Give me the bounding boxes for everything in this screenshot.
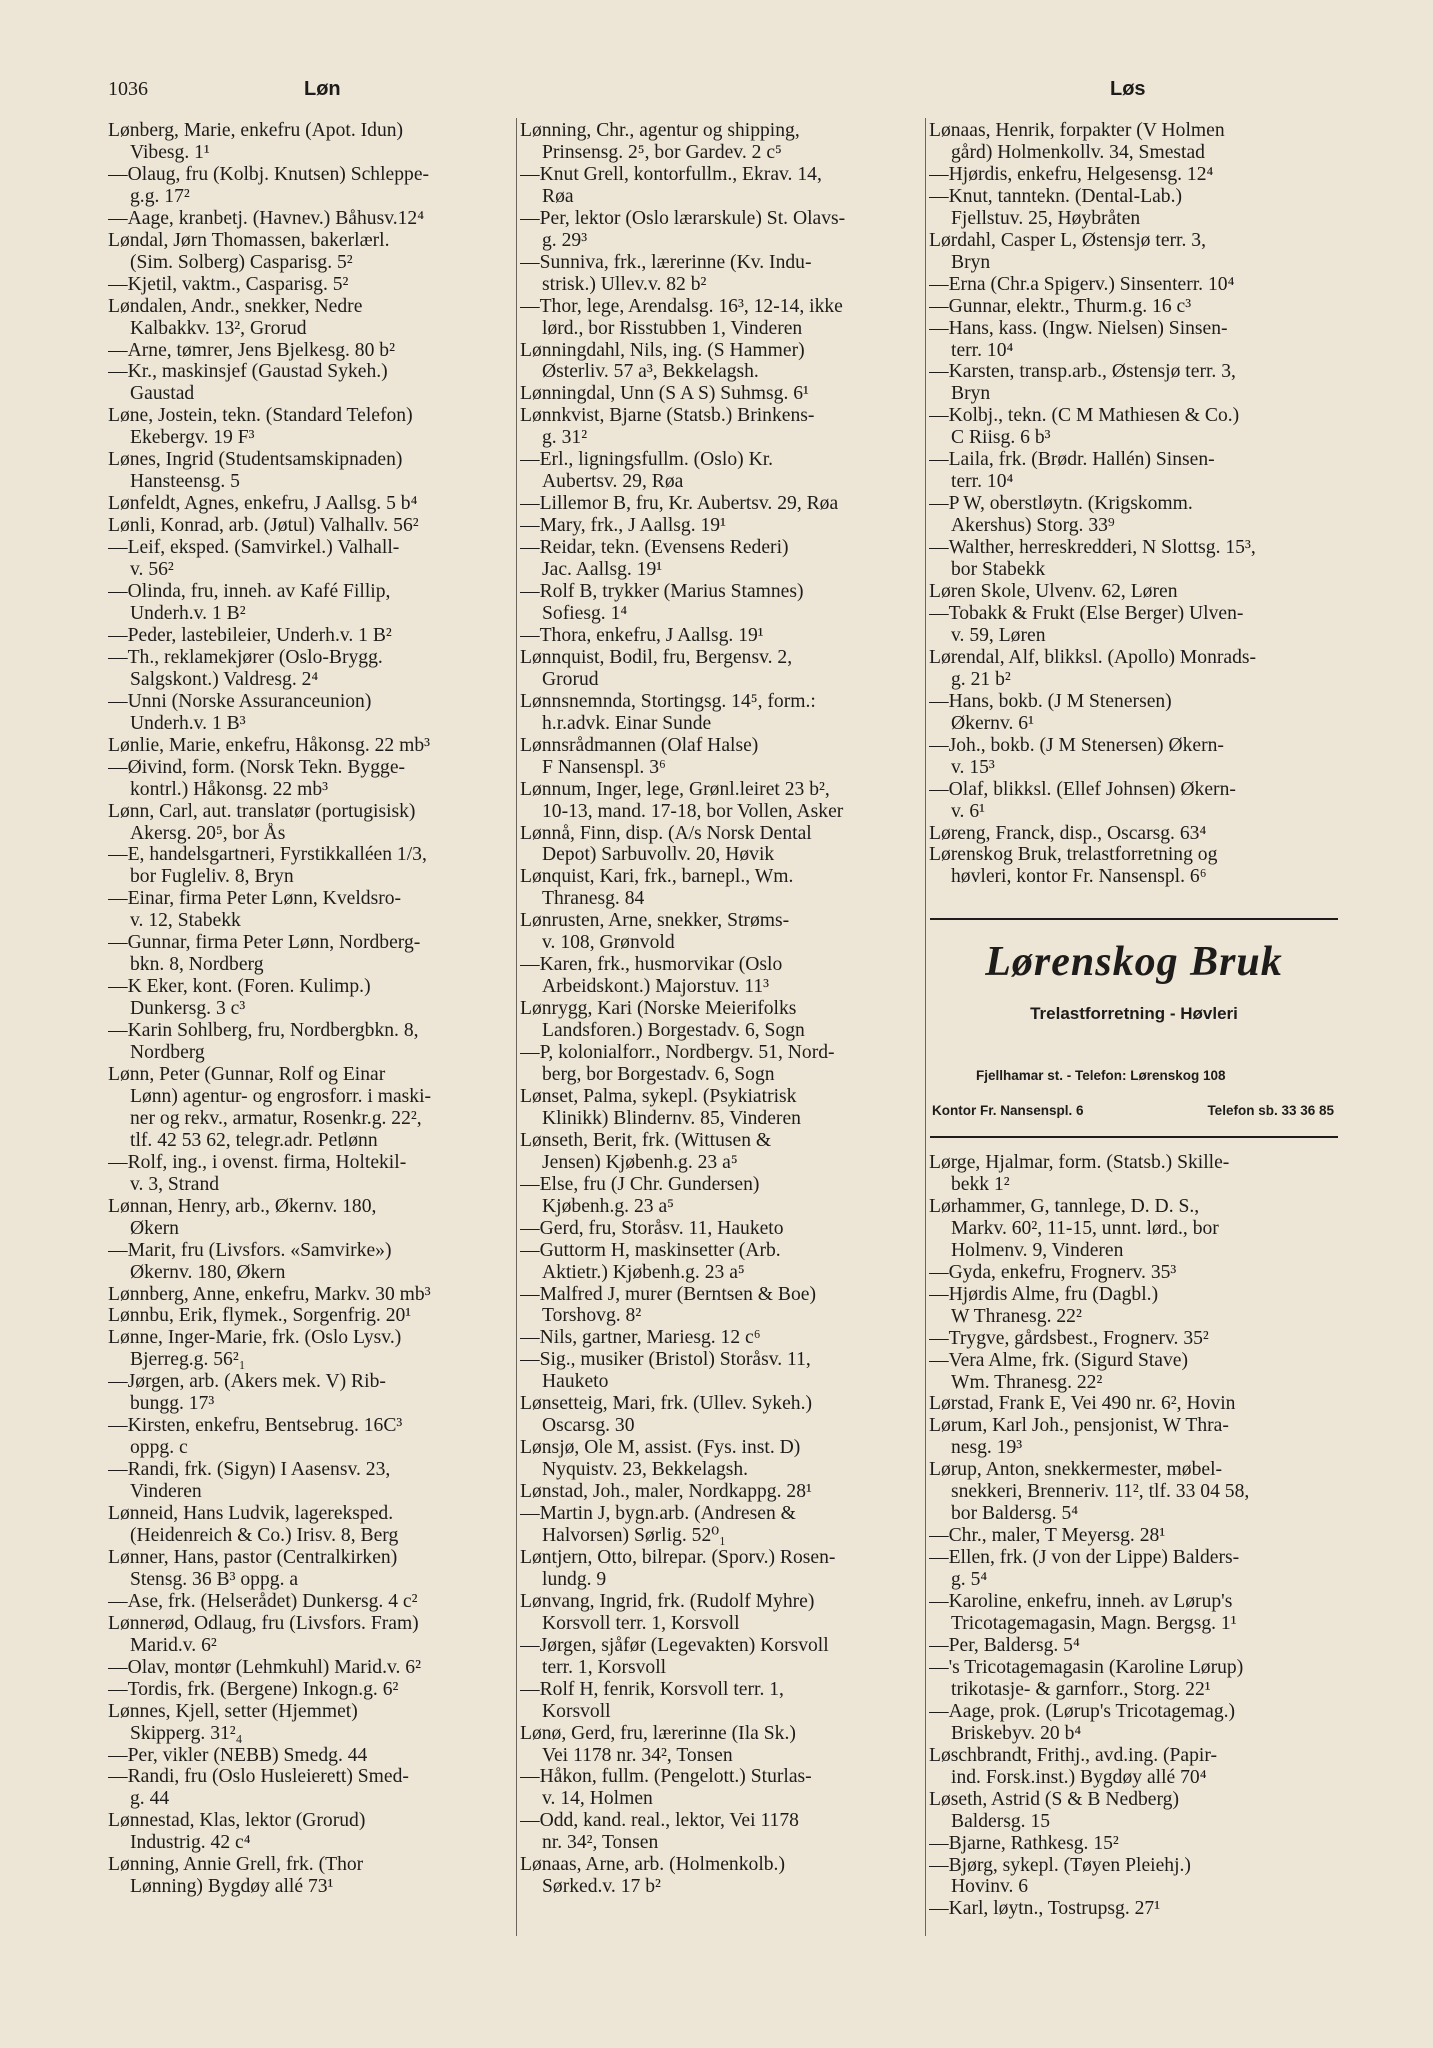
directory-line: Halvorsen) Sørlig. 52⁰₁ xyxy=(542,1525,726,1546)
directory-line: g. 29³ xyxy=(542,229,588,251)
directory-line: Løndalen, Andr., snekker, Nedre xyxy=(108,295,363,317)
directory-line: Lønsjø, Ole M, assist. (Fys. inst. D) xyxy=(520,1437,801,1459)
directory-line: F Nansenspl. 3⁶ xyxy=(542,756,666,778)
directory-line: —Chr., maler, T Meyersg. 28¹ xyxy=(929,1525,1166,1547)
directory-line: Lørendal, Alf, blikksl. (Apollo) Monrads- xyxy=(929,646,1257,668)
directory-line: Tricotagemagasin, Magn. Bergsg. 1¹ xyxy=(951,1613,1237,1635)
directory-line: Lønseth, Berit, frk. (Wittusen & xyxy=(520,1129,772,1151)
directory-line: Lønneid, Hans Ludvik, lagereksped. xyxy=(108,1503,394,1525)
directory-line: Industrig. 42 c⁴ xyxy=(130,1832,251,1854)
directory-line: v. 56² xyxy=(130,559,174,581)
directory-line: Lønes, Ingrid (Studentsamskipnaden) xyxy=(108,449,403,471)
directory-line: terr. 1, Korsvoll xyxy=(542,1656,667,1678)
running-head-left: Løn xyxy=(304,78,341,100)
directory-line: —Laila, frk. (Brødr. Hallén) Sinsen- xyxy=(929,449,1215,471)
directory-line: v. 15³ xyxy=(951,756,995,778)
directory-line: Jensen) Kjøbenh.g. 23 a⁵ xyxy=(542,1151,738,1173)
advertisement-box xyxy=(930,918,1338,1140)
directory-line: Lønnberg, Anne, enkefru, Markv. 30 mb³ xyxy=(108,1283,431,1305)
directory-line: —Olaug, fru (Kolbj. Knutsen) Schleppe- xyxy=(108,163,430,185)
directory-line: W Thranesg. 22² xyxy=(951,1305,1082,1327)
directory-line: —Per, vikler (NEBB) Smedg. 44 xyxy=(108,1744,368,1766)
directory-line: Markv. 60², 11-15, unnt. lørd., bor xyxy=(951,1217,1219,1239)
directory-line: Jac. Aallsg. 19¹ xyxy=(542,559,663,581)
directory-line: Løntjern, Otto, bilrepar. (Sporv.) Rosen- xyxy=(520,1546,836,1568)
directory-line: Akershus) Storg. 33⁹ xyxy=(951,515,1115,537)
directory-line: gård) Holmenkollv. 34, Smestad xyxy=(951,141,1205,163)
directory-line: —Aage, prok. (Lørup's Tricotagemag.) xyxy=(929,1700,1236,1722)
directory-line: —Øivind, form. (Norsk Tekn. Bygge- xyxy=(108,756,406,778)
directory-line: Klinikk) Blindernv. 85, Vinderen xyxy=(542,1107,801,1129)
directory-line: terr. 10⁴ xyxy=(951,471,1014,493)
directory-column-1 xyxy=(108,120,513,1898)
directory-line: —Marit, fru (Livsfors. «Samvirke») xyxy=(108,1239,392,1261)
directory-line: Underh.v. 1 B² xyxy=(130,602,246,624)
directory-line: —Hans, bokb. (J M Stenersen) xyxy=(929,690,1172,712)
ad-company-name: Lørenskog Bruk xyxy=(985,939,1283,985)
directory-line: ind. Forsk.inst.) Bygdøy allé 70⁴ xyxy=(951,1766,1207,1788)
directory-line: Nyquistv. 23, Bekkelagsh. xyxy=(542,1459,749,1481)
directory-line: Lønli, Konrad, arb. (Jøtul) Valhallv. 56² xyxy=(108,515,419,537)
directory-line: Løseth, Astrid (S & B Nedberg) xyxy=(929,1788,1179,1810)
directory-line: Røa xyxy=(542,185,574,207)
directory-line: Baldersg. 15 xyxy=(951,1810,1051,1832)
directory-line: tlf. 42 53 62, telegr.adr. Petlønn xyxy=(130,1129,378,1151)
directory-line: —Thor, lege, Arendalsg. 16³, 12-14, ikke xyxy=(520,295,843,317)
directory-line: ner og rekv., armatur, Rosenkr.g. 22², xyxy=(130,1107,422,1129)
directory-line: —K Eker, kont. (Foren. Kulimp.) xyxy=(108,976,371,998)
directory-line: Dunkersg. 3 c³ xyxy=(130,998,246,1020)
directory-line: g.g. 17² xyxy=(130,185,190,207)
directory-line: Lønlie, Marie, enkefru, Håkonsg. 22 mb³ xyxy=(108,734,431,756)
directory-line: (Heidenreich & Co.) Irisv. 8, Berg xyxy=(130,1525,399,1546)
directory-line: Hovinv. 6 xyxy=(951,1876,1029,1898)
directory-line: —Reidar, tekn. (Evensens Rederi) xyxy=(520,537,789,559)
directory-line: —Jørgen, sjåfør (Legevakten) Korsvoll xyxy=(520,1634,829,1656)
directory-line: Lønrygg, Kari (Norske Meierifolks xyxy=(520,998,797,1020)
directory-line: Lønning, Chr., agentur og shipping, xyxy=(520,120,800,141)
directory-line: —Ase, frk. (Helserådet) Dunkersg. 4 c² xyxy=(108,1590,418,1612)
directory-line: —Erna (Chr.a Spigerv.) Sinsenterr. 10⁴ xyxy=(929,273,1235,295)
directory-line: Lønne, Inger-Marie, frk. (Oslo Lysv.) xyxy=(108,1327,402,1349)
directory-line: —Leif, eksped. (Samvirkel.) Valhall- xyxy=(108,537,400,559)
directory-line: —Karl, løytn., Tostrupsg. 27¹ xyxy=(929,1898,1161,1920)
directory-line: —Kjetil, vaktm., Casparisg. 5² xyxy=(108,273,349,295)
directory-line: Lønset, Palma, sykepl. (Psykiatrisk xyxy=(520,1085,797,1107)
directory-line: Lønquist, Kari, frk., barnepl., Wm. xyxy=(520,866,794,888)
directory-line: Marid.v. 6² xyxy=(130,1634,217,1656)
directory-line: Hansteensg. 5 xyxy=(130,471,240,493)
directory-line: Lønfeldt, Agnes, enkefru, J Aallsg. 5 b⁴ xyxy=(108,493,418,515)
directory-line: —Arne, tømrer, Jens Bjelkesg. 80 b² xyxy=(108,339,395,361)
directory-line: —Joh., bokb. (J M Stenersen) Økern- xyxy=(929,734,1224,756)
directory-line: Aubertsv. 29, Røa xyxy=(542,471,684,493)
directory-line: Skipperg. 31²₄ xyxy=(130,1722,243,1744)
directory-line: Økernv. 180, Økern xyxy=(130,1261,286,1283)
directory-line: kontrl.) Håkonsg. 22 mb³ xyxy=(130,778,328,800)
ad-office-line: Kontor Fr. Nansenspl. 6 xyxy=(932,1103,1084,1118)
directory-line: Lørstad, Frank E, Vei 490 nr. 6², Hovin xyxy=(929,1393,1236,1415)
directory-line: —Martin J, bygn.arb. (Andresen & xyxy=(520,1503,796,1525)
directory-line: —Gerd, fru, Storåsv. 11, Hauketo xyxy=(520,1217,784,1239)
directory-line: v. 12, Stabekk xyxy=(130,910,241,932)
directory-line: —Jørgen, arb. (Akers mek. V) Rib- xyxy=(108,1371,386,1393)
directory-line: —Randi, fru (Oslo Husleierett) Smed- xyxy=(108,1766,409,1788)
directory-line: Gaustad xyxy=(130,383,195,405)
directory-line: —Einar, firma Peter Lønn, Kveldsro- xyxy=(108,888,402,910)
directory-line: —Sig., musiker (Bristol) Storåsv. 11, xyxy=(520,1349,811,1371)
directory-line: Nordberg xyxy=(130,1042,205,1064)
directory-line: g. 44 xyxy=(130,1788,170,1810)
directory-line: Oscarsg. 30 xyxy=(542,1415,635,1437)
directory-line: bor Stabekk xyxy=(951,559,1046,581)
directory-line: —Odd, kand. real., lektor, Vei 1178 xyxy=(520,1810,799,1832)
directory-line: g. 31² xyxy=(542,427,588,449)
directory-line: Stensg. 36 B³ oppg. a xyxy=(130,1568,299,1590)
directory-line: —Karin Sohlberg, fru, Nordbergbkn. 8, xyxy=(108,1020,419,1042)
directory-line: —Trygve, gårdsbest., Frognerv. 35² xyxy=(929,1327,1209,1349)
directory-line: —Kr., maskinsjef (Gaustad Sykeh.) xyxy=(108,361,388,383)
directory-line: —Olinda, fru, inneh. av Kafé Fillip, xyxy=(108,581,391,603)
directory-line: Korsvoll xyxy=(542,1700,611,1722)
directory-line: Lønnsrådmannen (Olaf Halse) xyxy=(520,734,759,756)
directory-line: Wm. Thranesg. 22² xyxy=(951,1371,1103,1393)
directory-line: —Tobakk & Frukt (Else Berger) Ulven- xyxy=(929,602,1244,624)
directory-line: —Hans, kass. (Ingw. Nielsen) Sinsen- xyxy=(929,317,1228,339)
directory-line: Briskebyv. 20 b⁴ xyxy=(951,1722,1082,1744)
directory-line: Grorud xyxy=(542,668,599,690)
directory-line: Kjøbenh.g. 23 a⁵ xyxy=(542,1195,674,1217)
running-head-right: Løs xyxy=(1110,78,1146,100)
directory-line: terr. 10⁴ xyxy=(951,339,1014,361)
directory-line: —'s Tricotagemagasin (Karoline Lørup) xyxy=(929,1656,1244,1678)
directory-line: —Ellen, frk. (J von der Lippe) Balders- xyxy=(929,1547,1240,1569)
directory-line: —E, handelsgartneri, Fyrstikkalléen 1/3, xyxy=(108,844,427,866)
directory-line: —Rolf H, fenrik, Korsvoll terr. 1, xyxy=(520,1678,784,1700)
directory-line: Lørdahl, Casper L, Østensjø terr. 3, xyxy=(929,229,1206,251)
ad-phone-line: Fjellhamar st. - Telefon: Lørenskog 108 xyxy=(976,1068,1226,1083)
ad-office-phone: Telefon sb. 33 36 85 xyxy=(1207,1103,1334,1118)
directory-line: Salgskont.) Valdresg. 2⁴ xyxy=(130,668,319,690)
directory-line: Lønsetteig, Mari, frk. (Ullev. Sykeh.) xyxy=(520,1393,813,1415)
ad-subtitle: Trelastforretning - Høvleri xyxy=(1030,1004,1238,1023)
directory-line: Økern xyxy=(130,1217,179,1239)
directory-line: v. 14, Holmen xyxy=(542,1788,653,1810)
directory-line: C Riisg. 6 b³ xyxy=(951,427,1051,449)
directory-line: bekk 1² xyxy=(951,1173,1010,1195)
directory-line: Lønnkvist, Bjarne (Statsb.) Brinkens- xyxy=(520,405,815,427)
directory-line: Sofiesg. 1⁴ xyxy=(542,602,628,624)
directory-line: —P W, oberstløytn. (Krigskomm. xyxy=(929,493,1193,515)
directory-line: Løschbrandt, Frithj., avd.ing. (Papir- xyxy=(929,1744,1218,1766)
directory-line: Lønn) agentur- og engrosforr. i maski- xyxy=(130,1085,432,1107)
directory-line: Lørenskog Bruk, trelastforretning og xyxy=(929,844,1218,866)
directory-line: —Randi, frk. (Sigyn) I Aasensv. 23, xyxy=(108,1459,391,1481)
directory-line: —Bjørg, sykepl. (Tøyen Pleiehj.) xyxy=(929,1854,1191,1876)
directory-line: —Sunniva, frk., lærerinne (Kv. Indu- xyxy=(520,251,812,273)
directory-line: Vinderen xyxy=(130,1481,202,1503)
directory-line: —Tordis, frk. (Bergene) Inkogn.g. 6² xyxy=(108,1678,399,1700)
directory-line: Lønnum, Inger, lege, Grønl.leiret 23 b², xyxy=(520,778,830,800)
directory-line: v. 108, Grønvold xyxy=(542,932,675,954)
page-number: 1036 xyxy=(108,78,148,100)
directory-line: Lønner, Hans, pastor (Centralkirken) xyxy=(108,1546,398,1568)
directory-line: Aktietr.) Kjøbenh.g. 23 a⁵ xyxy=(542,1261,745,1283)
directory-line: Korsvoll terr. 1, Korsvoll xyxy=(542,1612,740,1634)
directory-line: —Hjørdis, enkefru, Helgesensg. 12⁴ xyxy=(929,163,1214,185)
directory-line: Lønnå, Finn, disp. (A/s Norsk Dental xyxy=(520,822,812,844)
directory-line: Lønn, Carl, aut. translatør (portugisisk) xyxy=(108,800,416,822)
directory-line: Lønstad, Joh., maler, Nordkappg. 28¹ xyxy=(520,1481,812,1503)
directory-line: —Peder, lastebileier, Underh.v. 1 B² xyxy=(108,624,392,646)
directory-line: bungg. 17³ xyxy=(130,1393,215,1415)
directory-line: g. 5⁴ xyxy=(951,1569,988,1591)
directory-line: —Karen, frk., husmorvikar (Oslo xyxy=(520,954,783,976)
directory-line: Landsforen.) Borgestadv. 6, Sogn xyxy=(542,1020,805,1042)
directory-line: Bjerreg.g. 56²₁ xyxy=(130,1349,246,1371)
directory-line: Prinsensg. 2⁵, bor Gardev. 2 c⁵ xyxy=(542,141,782,163)
directory-line: —P, kolonialforr., Nordbergv. 51, Nord- xyxy=(520,1042,835,1064)
directory-line: Bryn xyxy=(951,383,991,405)
directory-line: —Gyda, enkefru, Frognerv. 35³ xyxy=(929,1261,1177,1283)
directory-line: —Aage, kranbetj. (Havnev.) Båhusv.12⁴ xyxy=(108,207,425,229)
directory-line: Arbeidskont.) Majorstuv. 11³ xyxy=(542,976,770,998)
directory-line: høvleri, kontor Fr. Nansenspl. 6⁶ xyxy=(951,866,1207,888)
directory-line: g. 21 b² xyxy=(951,668,1011,690)
directory-line: —Malfred J, murer (Berntsen & Boe) xyxy=(520,1283,817,1305)
directory-line: Thranesg. 84 xyxy=(542,888,645,910)
directory-line: —Rolf, ing., i ovenst. firma, Holtekil- xyxy=(108,1151,407,1173)
directory-line: Lønnan, Henry, arb., Økernv. 180, xyxy=(108,1195,377,1217)
directory-line: Lørum, Karl Joh., pensjonist, W Thra- xyxy=(929,1415,1229,1437)
directory-line: —Kolbj., tekn. (C M Mathiesen & Co.) xyxy=(929,405,1240,427)
directory-line: trikotasje- & garnforr., Storg. 22¹ xyxy=(951,1678,1211,1700)
directory-line: nr. 34², Tonsen xyxy=(542,1832,659,1854)
directory-line: Lørup, Anton, snekkermester, møbel- xyxy=(929,1459,1223,1481)
directory-line: v. 3, Strand xyxy=(130,1173,220,1195)
directory-line: snekkeri, Brenneriv. 11², tlf. 33 04 58, xyxy=(951,1481,1250,1503)
directory-line: —Hjørdis Alme, fru (Dagbl.) xyxy=(929,1283,1159,1305)
directory-line: Lønberg, Marie, enkefru (Apot. Idun) xyxy=(108,120,404,141)
ad-bottom-rule xyxy=(930,1136,1338,1138)
directory-line: bor Fugleliv. 8, Bryn xyxy=(130,866,294,888)
directory-line: —Rolf B, trykker (Marius Stamnes) xyxy=(520,581,804,603)
directory-line: —Else, fru (J Chr. Gundersen) xyxy=(520,1173,760,1195)
directory-line: Lønningdal, Unn (S A S) Suhmsg. 6¹ xyxy=(520,383,809,405)
directory-line: —Karsten, transp.arb., Østensjø terr. 3, xyxy=(929,361,1236,383)
directory-line: Akersg. 20⁵, bor Ås xyxy=(130,822,286,844)
directory-line: Fjellstuv. 25, Høybråten xyxy=(951,207,1141,229)
directory-line: —Gunnar, elektr., Thurm.g. 16 c³ xyxy=(929,295,1192,317)
directory-line: Lønvang, Ingrid, frk. (Rudolf Myhre) xyxy=(520,1590,815,1612)
directory-line: Løreng, Franck, disp., Oscarsg. 63⁴ xyxy=(929,822,1207,844)
directory-line: —Per, lektor (Oslo lærarskule) St. Olavs- xyxy=(520,207,846,229)
directory-line: Løren Skole, Ulvenv. 62, Løren xyxy=(929,581,1178,603)
directory-line: bor Baldersg. 5⁴ xyxy=(951,1503,1079,1525)
directory-line: Lønaas, Henrik, forpakter (V Holmen xyxy=(929,120,1225,141)
directory-line: Lønnsnemnda, Stortingsg. 14⁵, form.: xyxy=(520,690,816,712)
directory-line: Lønning) Bygdøy allé 73¹ xyxy=(130,1876,334,1898)
directory-line: nesg. 19³ xyxy=(951,1437,1023,1459)
directory-line: Hauketo xyxy=(542,1371,609,1393)
directory-column-2 xyxy=(520,120,920,1898)
directory-line: Sørked.v. 17 b² xyxy=(542,1876,661,1898)
directory-line: Løndal, Jørn Thomassen, bakerlærl. xyxy=(108,229,390,251)
directory-line: Depot) Sarbuvollv. 20, Høvik xyxy=(542,844,775,866)
directory-line: Lønnquist, Bodil, fru, Bergensv. 2, xyxy=(520,646,793,668)
directory-line: —Kirsten, enkefru, Bentsebrug. 16C³ xyxy=(108,1415,403,1437)
directory-line: Lønaas, Arne, arb. (Holmenkolb.) xyxy=(520,1854,785,1876)
directory-line: Holmenv. 9, Vinderen xyxy=(951,1239,1124,1261)
page-header xyxy=(108,78,1338,108)
directory-line: h.r.advk. Einar Sunde xyxy=(542,712,712,734)
directory-line: lundg. 9 xyxy=(542,1568,607,1590)
directory-line: v. 6¹ xyxy=(951,800,985,822)
directory-line: Vei 1178 nr. 34², Tonsen xyxy=(542,1744,733,1766)
directory-line: (Sim. Solberg) Casparisg. 5² xyxy=(130,251,353,273)
directory-line: Ekebergv. 19 F³ xyxy=(130,427,255,449)
directory-line: strisk.) Ullev.v. 82 b² xyxy=(542,273,707,295)
directory-line: Lønø, Gerd, fru, lærerinne (Ila Sk.) xyxy=(520,1722,796,1744)
directory-line: Lørge, Hjalmar, form. (Statsb.) Skille- xyxy=(929,1152,1230,1173)
directory-line: Bryn xyxy=(951,251,991,273)
directory-line: —Knut, tanntekn. (Dental-Lab.) xyxy=(929,185,1183,207)
directory-line: v. 59, Løren xyxy=(951,624,1046,646)
directory-line: Lønnbu, Erik, flymek., Sorgenfrig. 20¹ xyxy=(108,1305,412,1327)
directory-line: Lønnes, Kjell, setter (Hjemmet) xyxy=(108,1700,358,1722)
directory-line: —Per, Baldersg. 5⁴ xyxy=(929,1634,1080,1656)
directory-line: Løne, Jostein, tekn. (Standard Telefon) xyxy=(108,405,413,427)
directory-line: Lørhammer, G, tannlege, D. D. S., xyxy=(929,1195,1200,1217)
directory-line: Torshovg. 8² xyxy=(542,1305,642,1327)
directory-line: —Knut Grell, kontorfullm., Ekrav. 14, xyxy=(520,163,822,185)
directory-column-3-top xyxy=(929,120,1337,888)
directory-line: Østerliv. 57 a³, Bekkelagsh. xyxy=(542,361,759,383)
directory-line: Underh.v. 1 B³ xyxy=(130,712,246,734)
directory-line: bkn. 8, Nordberg xyxy=(130,954,264,976)
directory-line: —Håkon, fullm. (Pengelott.) Sturlas- xyxy=(520,1766,812,1788)
directory-line: Kalbakkv. 13², Grorud xyxy=(130,317,307,339)
column-divider xyxy=(516,118,517,1936)
directory-line: —Mary, frk., J Aallsg. 19¹ xyxy=(520,515,726,537)
directory-line: lørd., bor Risstubben 1, Vinderen xyxy=(542,317,803,339)
directory-line: —Th., reklamekjører (Oslo-Brygg. xyxy=(108,646,383,668)
directory-column-3-bottom xyxy=(929,1152,1337,1920)
directory-line: Lønn, Peter (Gunnar, Rolf og Einar xyxy=(108,1063,386,1085)
directory-line: —Karoline, enkefru, inneh. av Lørup's xyxy=(929,1591,1233,1613)
directory-line: berg, bor Borgestadv. 6, Sogn xyxy=(542,1063,775,1085)
directory-line: —Thora, enkefru, J Aallsg. 19¹ xyxy=(520,624,764,646)
directory-line: Lønningdahl, Nils, ing. (S Hammer) xyxy=(520,339,805,361)
directory-line: —Walther, herreskredderi, N Slottsg. 15³, xyxy=(929,537,1256,559)
directory-line: Lønnestad, Klas, lektor (Grorud) xyxy=(108,1810,366,1832)
directory-line: —Gunnar, firma Peter Lønn, Nordberg- xyxy=(108,932,421,954)
ad-top-rule xyxy=(930,918,1338,920)
directory-line: Lønning, Annie Grell, frk. (Thor xyxy=(108,1854,364,1876)
column-divider xyxy=(925,118,926,1936)
directory-line: —Bjarne, Rathkesg. 15² xyxy=(929,1832,1119,1854)
directory-line: —Unni (Norske Assuranceunion) xyxy=(108,690,372,712)
directory-line: 10-13, mand. 17-18, bor Vollen, Asker xyxy=(542,800,844,822)
directory-line: —Olaf, blikksl. (Ellef Johnsen) Økern- xyxy=(929,778,1236,800)
directory-line: Lønnerød, Odlaug, fru (Livsfors. Fram) xyxy=(108,1612,419,1634)
directory-line: —Nils, gartner, Mariesg. 12 c⁶ xyxy=(520,1327,761,1349)
directory-line: Økernv. 6¹ xyxy=(951,712,1034,734)
directory-line: —Olav, montør (Lehmkuhl) Marid.v. 6² xyxy=(108,1656,421,1678)
directory-line: —Lillemor B, fru, Kr. Aubertsv. 29, Røa xyxy=(520,493,839,515)
directory-line: Lønrusten, Arne, snekker, Strøms- xyxy=(520,910,790,932)
directory-line: —Vera Alme, frk. (Sigurd Stave) xyxy=(929,1349,1189,1371)
directory-line: —Guttorm H, maskinsetter (Arb. xyxy=(520,1239,781,1261)
directory-line: —Erl., ligningsfullm. (Oslo) Kr. xyxy=(520,449,774,471)
directory-line: oppg. c xyxy=(130,1437,188,1459)
directory-line: Vibesg. 1¹ xyxy=(130,141,210,163)
